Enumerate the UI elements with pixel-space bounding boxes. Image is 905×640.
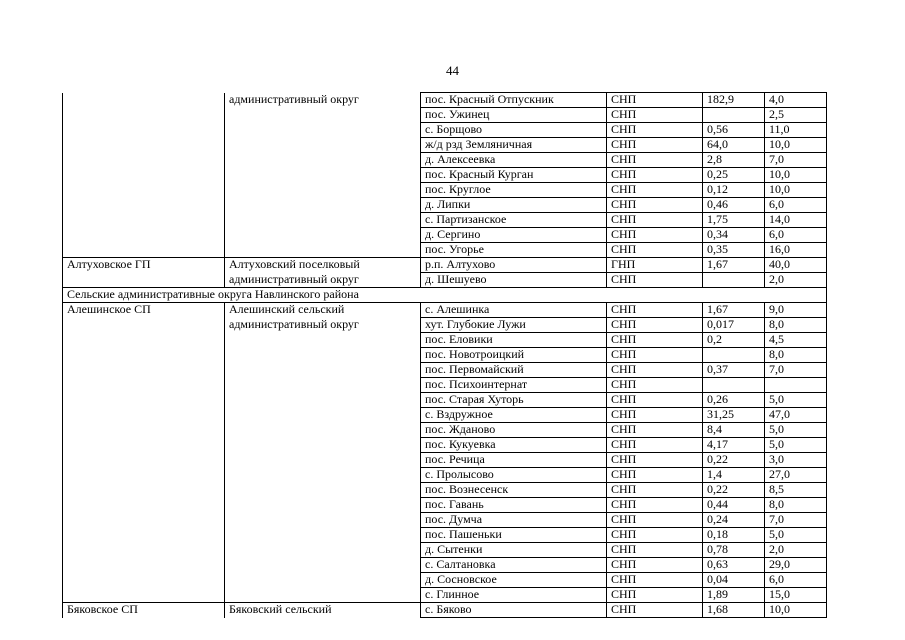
type-cell: СНП <box>607 123 703 138</box>
distance-cell: 6,0 <box>765 228 827 243</box>
okrug-cell <box>225 138 421 153</box>
settlement-cell: пос. Еловики <box>421 333 607 348</box>
type-cell: СНП <box>607 168 703 183</box>
type-cell: СНП <box>607 408 703 423</box>
type-cell: СНП <box>607 438 703 453</box>
distance-cell: 15,0 <box>765 588 827 603</box>
settlement-cell: пос. Первомайский <box>421 363 607 378</box>
settlement-cell: д. Сосновское <box>421 573 607 588</box>
area-cell: 0,46 <box>703 198 765 213</box>
district-cell <box>63 273 225 288</box>
okrug-cell <box>225 153 421 168</box>
type-cell: СНП <box>607 513 703 528</box>
district-cell <box>63 528 225 543</box>
district-cell <box>63 108 225 123</box>
type-cell: СНП <box>607 243 703 258</box>
area-cell: 0,78 <box>703 543 765 558</box>
district-cell <box>63 153 225 168</box>
type-cell: СНП <box>607 603 703 618</box>
table-row <box>63 243 827 258</box>
type-cell: СНП <box>607 468 703 483</box>
settlement-cell: пос. Угорье <box>421 243 607 258</box>
area-cell: 1,75 <box>703 213 765 228</box>
distance-cell: 7,0 <box>765 513 827 528</box>
table-row <box>63 153 827 168</box>
district-cell <box>63 168 225 183</box>
distance-cell: 10,0 <box>765 138 827 153</box>
okrug-cell: административный округ <box>225 318 421 333</box>
area-cell: 1,68 <box>703 603 765 618</box>
district-cell: Бяковское СП <box>63 603 225 618</box>
distance-cell: 8,0 <box>765 348 827 363</box>
table-row <box>63 543 827 558</box>
distance-cell: 2,5 <box>765 108 827 123</box>
table-row <box>63 558 827 573</box>
distance-cell: 7,0 <box>765 363 827 378</box>
okrug-cell <box>225 468 421 483</box>
distance-cell: 27,0 <box>765 468 827 483</box>
okrug-cell <box>225 573 421 588</box>
settlement-cell: пос. Старая Хуторь <box>421 393 607 408</box>
table-row <box>63 123 827 138</box>
district-cell <box>63 483 225 498</box>
area-cell: 0,56 <box>703 123 765 138</box>
type-cell: СНП <box>607 423 703 438</box>
district-cell <box>63 318 225 333</box>
okrug-cell <box>225 168 421 183</box>
section-header-cell: Сельские административные округа Навлинского района <box>63 288 827 303</box>
table-row <box>63 423 827 438</box>
settlement-cell: пос. Речица <box>421 453 607 468</box>
settlement-cell: пос. Психоинтернат <box>421 378 607 393</box>
settlement-cell: д. Шешуево <box>421 273 607 288</box>
page-number: 44 <box>446 63 459 78</box>
area-cell: 0,24 <box>703 513 765 528</box>
table-row <box>63 498 827 513</box>
distance-cell: 11,0 <box>765 123 827 138</box>
table-row <box>63 513 827 528</box>
distance-cell: 9,0 <box>765 303 827 318</box>
table-row <box>63 468 827 483</box>
okrug-cell <box>225 363 421 378</box>
settlement-cell: с. Партизанское <box>421 213 607 228</box>
settlement-cell: с. Пролысово <box>421 468 607 483</box>
distance-cell: 40,0 <box>765 258 827 273</box>
district-cell <box>63 123 225 138</box>
table-row <box>63 213 827 228</box>
settlement-cell: с. Вздружное <box>421 408 607 423</box>
area-cell <box>703 108 765 123</box>
settlement-cell: с. Алешинка <box>421 303 607 318</box>
settlement-cell: р.п. Алтухово <box>421 258 607 273</box>
okrug-cell: Алешинский сельский <box>225 303 421 318</box>
type-cell: СНП <box>607 483 703 498</box>
table-body <box>63 93 827 618</box>
district-cell <box>63 363 225 378</box>
table-row <box>63 363 827 378</box>
table-row <box>63 318 827 333</box>
table-row <box>63 273 827 288</box>
okrug-cell: административный округ <box>225 93 421 108</box>
area-cell <box>703 348 765 363</box>
district-cell <box>63 558 225 573</box>
okrug-cell <box>225 378 421 393</box>
table-row <box>63 438 827 453</box>
distance-cell: 8,5 <box>765 483 827 498</box>
okrug-cell <box>225 423 421 438</box>
okrug-cell <box>225 513 421 528</box>
area-cell: 0,2 <box>703 333 765 348</box>
settlement-cell: пос. Красный Курган <box>421 168 607 183</box>
area-cell: 0,22 <box>703 453 765 468</box>
okrug-cell <box>225 558 421 573</box>
district-cell <box>63 198 225 213</box>
distance-cell: 4,0 <box>765 93 827 108</box>
table-row <box>63 573 827 588</box>
distance-cell: 47,0 <box>765 408 827 423</box>
district-cell <box>63 183 225 198</box>
table-row <box>63 108 827 123</box>
table-row <box>63 258 827 273</box>
settlement-cell: пос. Жданово <box>421 423 607 438</box>
settlement-cell: хут. Глубокие Лужи <box>421 318 607 333</box>
table-row <box>63 603 827 618</box>
district-cell <box>63 333 225 348</box>
okrug-cell: Алтуховский поселковый <box>225 258 421 273</box>
district-cell: Алтуховское ГП <box>63 258 225 273</box>
type-cell: СНП <box>607 543 703 558</box>
table-row <box>63 198 827 213</box>
table-row <box>63 288 827 303</box>
area-cell: 0,34 <box>703 228 765 243</box>
settlement-cell: с. Глинное <box>421 588 607 603</box>
settlement-cell: д. Сергино <box>421 228 607 243</box>
okrug-cell: административный округ <box>225 273 421 288</box>
type-cell: СНП <box>607 153 703 168</box>
distance-cell: 8,0 <box>765 498 827 513</box>
distance-cell: 6,0 <box>765 573 827 588</box>
distance-cell: 5,0 <box>765 528 827 543</box>
okrug-cell <box>225 438 421 453</box>
okrug-cell <box>225 183 421 198</box>
okrug-cell <box>225 108 421 123</box>
type-cell: СНП <box>607 318 703 333</box>
district-cell <box>63 243 225 258</box>
type-cell: СНП <box>607 558 703 573</box>
area-cell: 0,22 <box>703 483 765 498</box>
distance-cell: 2,0 <box>765 543 827 558</box>
type-cell: СНП <box>607 348 703 363</box>
area-cell <box>703 273 765 288</box>
area-cell <box>703 378 765 393</box>
area-cell: 0,017 <box>703 318 765 333</box>
area-cell: 0,26 <box>703 393 765 408</box>
okrug-cell <box>225 588 421 603</box>
settlement-cell: пос. Красный Отпускник <box>421 93 607 108</box>
settlement-cell: пос. Круглое <box>421 183 607 198</box>
distance-cell: 4,5 <box>765 333 827 348</box>
okrug-cell <box>225 348 421 363</box>
okrug-cell <box>225 483 421 498</box>
district-cell <box>63 348 225 363</box>
okrug-cell <box>225 453 421 468</box>
okrug-cell <box>225 333 421 348</box>
settlement-cell: пос. Ужинец <box>421 108 607 123</box>
okrug-cell <box>225 498 421 513</box>
type-cell: СНП <box>607 303 703 318</box>
area-cell: 31,25 <box>703 408 765 423</box>
table-row <box>63 168 827 183</box>
table-row <box>63 483 827 498</box>
type-cell: СНП <box>607 213 703 228</box>
area-cell: 1,67 <box>703 303 765 318</box>
district-cell <box>63 393 225 408</box>
type-cell: СНП <box>607 588 703 603</box>
okrug-cell <box>225 228 421 243</box>
table-row <box>63 348 827 363</box>
settlement-cell: д. Сытенки <box>421 543 607 558</box>
distance-cell: 8,0 <box>765 318 827 333</box>
area-cell: 0,04 <box>703 573 765 588</box>
area-cell: 0,44 <box>703 498 765 513</box>
district-cell <box>63 468 225 483</box>
area-cell: 4,17 <box>703 438 765 453</box>
type-cell: СНП <box>607 393 703 408</box>
district-cell <box>63 513 225 528</box>
district-cell <box>63 228 225 243</box>
settlement-cell: пос. Гавань <box>421 498 607 513</box>
type-cell: СНП <box>607 453 703 468</box>
type-cell: СНП <box>607 528 703 543</box>
distance-cell: 29,0 <box>765 558 827 573</box>
type-cell: СНП <box>607 198 703 213</box>
district-cell <box>63 138 225 153</box>
settlement-cell: д. Алексеевка <box>421 153 607 168</box>
settlement-cell: ж/д рзд Земляничная <box>421 138 607 153</box>
type-cell: СНП <box>607 378 703 393</box>
district-cell <box>63 213 225 228</box>
area-cell: 0,18 <box>703 528 765 543</box>
type-cell: СНП <box>607 228 703 243</box>
type-cell: СНП <box>607 363 703 378</box>
type-cell: СНП <box>607 138 703 153</box>
table-row <box>63 378 827 393</box>
table-row <box>63 408 827 423</box>
table-row <box>63 303 827 318</box>
distance-cell: 2,0 <box>765 273 827 288</box>
distance-cell: 7,0 <box>765 153 827 168</box>
district-cell <box>63 498 225 513</box>
table-row <box>63 228 827 243</box>
area-cell: 182,9 <box>703 93 765 108</box>
table-row <box>63 393 827 408</box>
type-cell: СНП <box>607 573 703 588</box>
area-cell: 64,0 <box>703 138 765 153</box>
area-cell: 0,37 <box>703 363 765 378</box>
distance-cell: 5,0 <box>765 438 827 453</box>
distance-cell: 3,0 <box>765 453 827 468</box>
district-cell <box>63 573 225 588</box>
district-cell <box>63 438 225 453</box>
table-row <box>63 453 827 468</box>
table-row <box>63 588 827 603</box>
table-row <box>63 183 827 198</box>
district-cell <box>63 93 225 108</box>
okrug-cell <box>225 408 421 423</box>
district-cell <box>63 408 225 423</box>
settlement-cell: пос. Пашеньки <box>421 528 607 543</box>
area-cell: 8,4 <box>703 423 765 438</box>
area-cell: 0,25 <box>703 168 765 183</box>
okrug-cell <box>225 198 421 213</box>
distance-cell: 16,0 <box>765 243 827 258</box>
okrug-cell: Бяковский сельский <box>225 603 421 618</box>
area-cell: 1,67 <box>703 258 765 273</box>
distance-cell: 5,0 <box>765 393 827 408</box>
distance-cell: 10,0 <box>765 603 827 618</box>
table-row <box>63 528 827 543</box>
distance-cell: 10,0 <box>765 168 827 183</box>
type-cell: СНП <box>607 273 703 288</box>
okrug-cell <box>225 243 421 258</box>
okrug-cell <box>225 528 421 543</box>
type-cell: СНП <box>607 183 703 198</box>
table-row <box>63 333 827 348</box>
area-cell: 2,8 <box>703 153 765 168</box>
area-cell: 1,89 <box>703 588 765 603</box>
district-cell <box>63 543 225 558</box>
settlement-cell: пос. Кукуевка <box>421 438 607 453</box>
okrug-cell <box>225 123 421 138</box>
distance-cell: 6,0 <box>765 198 827 213</box>
distance-cell: 5,0 <box>765 423 827 438</box>
district-cell: Алешинское СП <box>63 303 225 318</box>
area-cell: 1,4 <box>703 468 765 483</box>
okrug-cell <box>225 543 421 558</box>
district-cell <box>63 588 225 603</box>
district-cell <box>63 423 225 438</box>
area-cell: 0,35 <box>703 243 765 258</box>
distance-cell <box>765 378 827 393</box>
area-cell: 0,63 <box>703 558 765 573</box>
district-cell <box>63 378 225 393</box>
type-cell: СНП <box>607 498 703 513</box>
settlement-cell: пос. Думча <box>421 513 607 528</box>
distance-cell: 10,0 <box>765 183 827 198</box>
type-cell: СНП <box>607 333 703 348</box>
settlement-cell: с. Салтановка <box>421 558 607 573</box>
settlements-table <box>62 92 827 618</box>
settlement-cell: пос. Вознесенск <box>421 483 607 498</box>
district-cell <box>63 453 225 468</box>
area-cell: 0,12 <box>703 183 765 198</box>
settlement-cell: с. Бяково <box>421 603 607 618</box>
table-row <box>63 93 827 108</box>
settlement-cell: д. Липки <box>421 198 607 213</box>
type-cell: СНП <box>607 93 703 108</box>
okrug-cell <box>225 213 421 228</box>
settlement-cell: пос. Новотроицкий <box>421 348 607 363</box>
table-row <box>63 138 827 153</box>
distance-cell: 14,0 <box>765 213 827 228</box>
type-cell: ГНП <box>607 258 703 273</box>
type-cell: СНП <box>607 108 703 123</box>
okrug-cell <box>225 393 421 408</box>
settlement-cell: с. Борщово <box>421 123 607 138</box>
